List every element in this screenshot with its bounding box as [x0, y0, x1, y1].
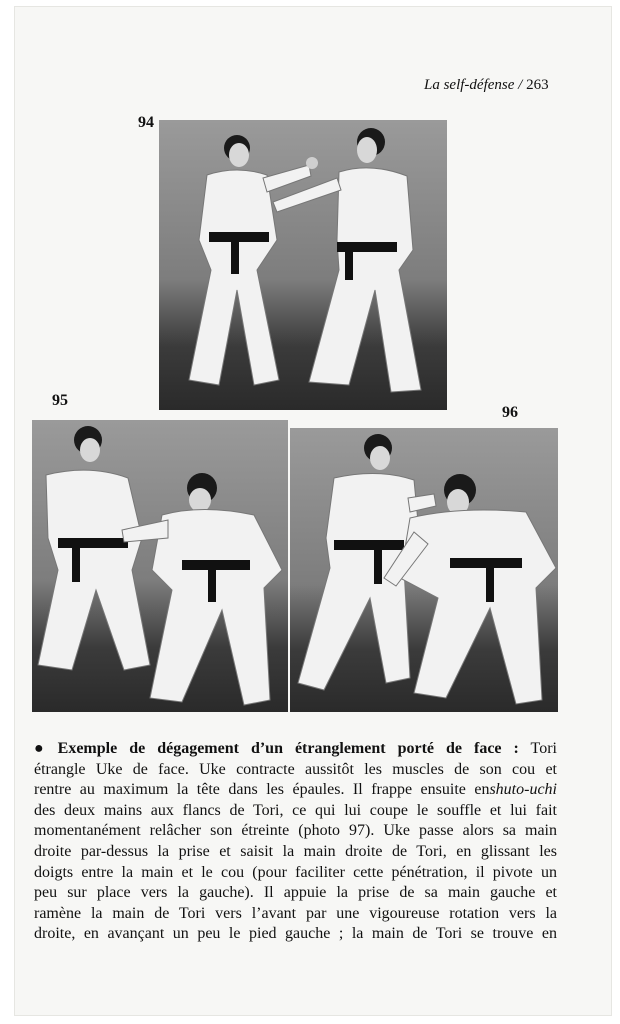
- photo-94-label: 94: [138, 114, 154, 131]
- body-line-3: [34, 780, 557, 801]
- body-line-2: étrangle Uke de face. Uke contracte aussitôt les muscles de son cou et: [34, 760, 557, 778]
- body-line-9: ramène la main de Tori vers l’avant par une vigoureuse rotation vers la: [34, 904, 557, 922]
- photo-95-figures: [32, 420, 288, 712]
- body-line-1-text: Tori: [530, 740, 557, 757]
- photo-96-figures: [290, 428, 558, 712]
- bullet-icon: ●: [34, 740, 52, 757]
- body-line-5: momentanément relâcher son étreinte (photo 97). Uke passe alors sa main: [34, 822, 557, 840]
- section-lead: Exemple de dégagement d’un étranglement porté de face :: [57, 740, 519, 757]
- body-line-4: des deux mains aux flancs de Tori, ce qui lui coupe le souffle et lui fait: [34, 801, 557, 819]
- body-line-6: droite par-dessus la prise et saisit la main droite de Tori, en glissant les: [34, 842, 557, 860]
- body-line-3-italic: shuto-uchi: [489, 781, 557, 799]
- photo-96-label: 96: [502, 404, 518, 421]
- running-head: [424, 77, 549, 94]
- body-line-1: [34, 739, 557, 760]
- body-line-7: doigts entre la main et le cou (pour faciliter cette pénétration, il pivote un: [34, 863, 557, 881]
- body-text: [34, 739, 557, 945]
- photo-94: [159, 120, 447, 410]
- photo-94-figures: [159, 120, 447, 410]
- body-line-3-text: rentre au maximum la tête dans les épaules. Il frappe ensuite en: [34, 781, 490, 799]
- body-line-8: peu sur place vers la gauche). Il appuie la prise de sa main gauche et: [34, 884, 557, 902]
- running-head-separator: /: [514, 77, 527, 93]
- photo-96: [290, 428, 558, 712]
- photo-95-label: 95: [52, 392, 68, 409]
- running-head-title: La self-défense: [424, 77, 515, 93]
- photo-95: [32, 420, 288, 712]
- body-line-10: droite, en avançant un peu le pied gauche ; la main de Tori se trouve en: [34, 925, 557, 943]
- page-number: 263: [526, 77, 549, 93]
